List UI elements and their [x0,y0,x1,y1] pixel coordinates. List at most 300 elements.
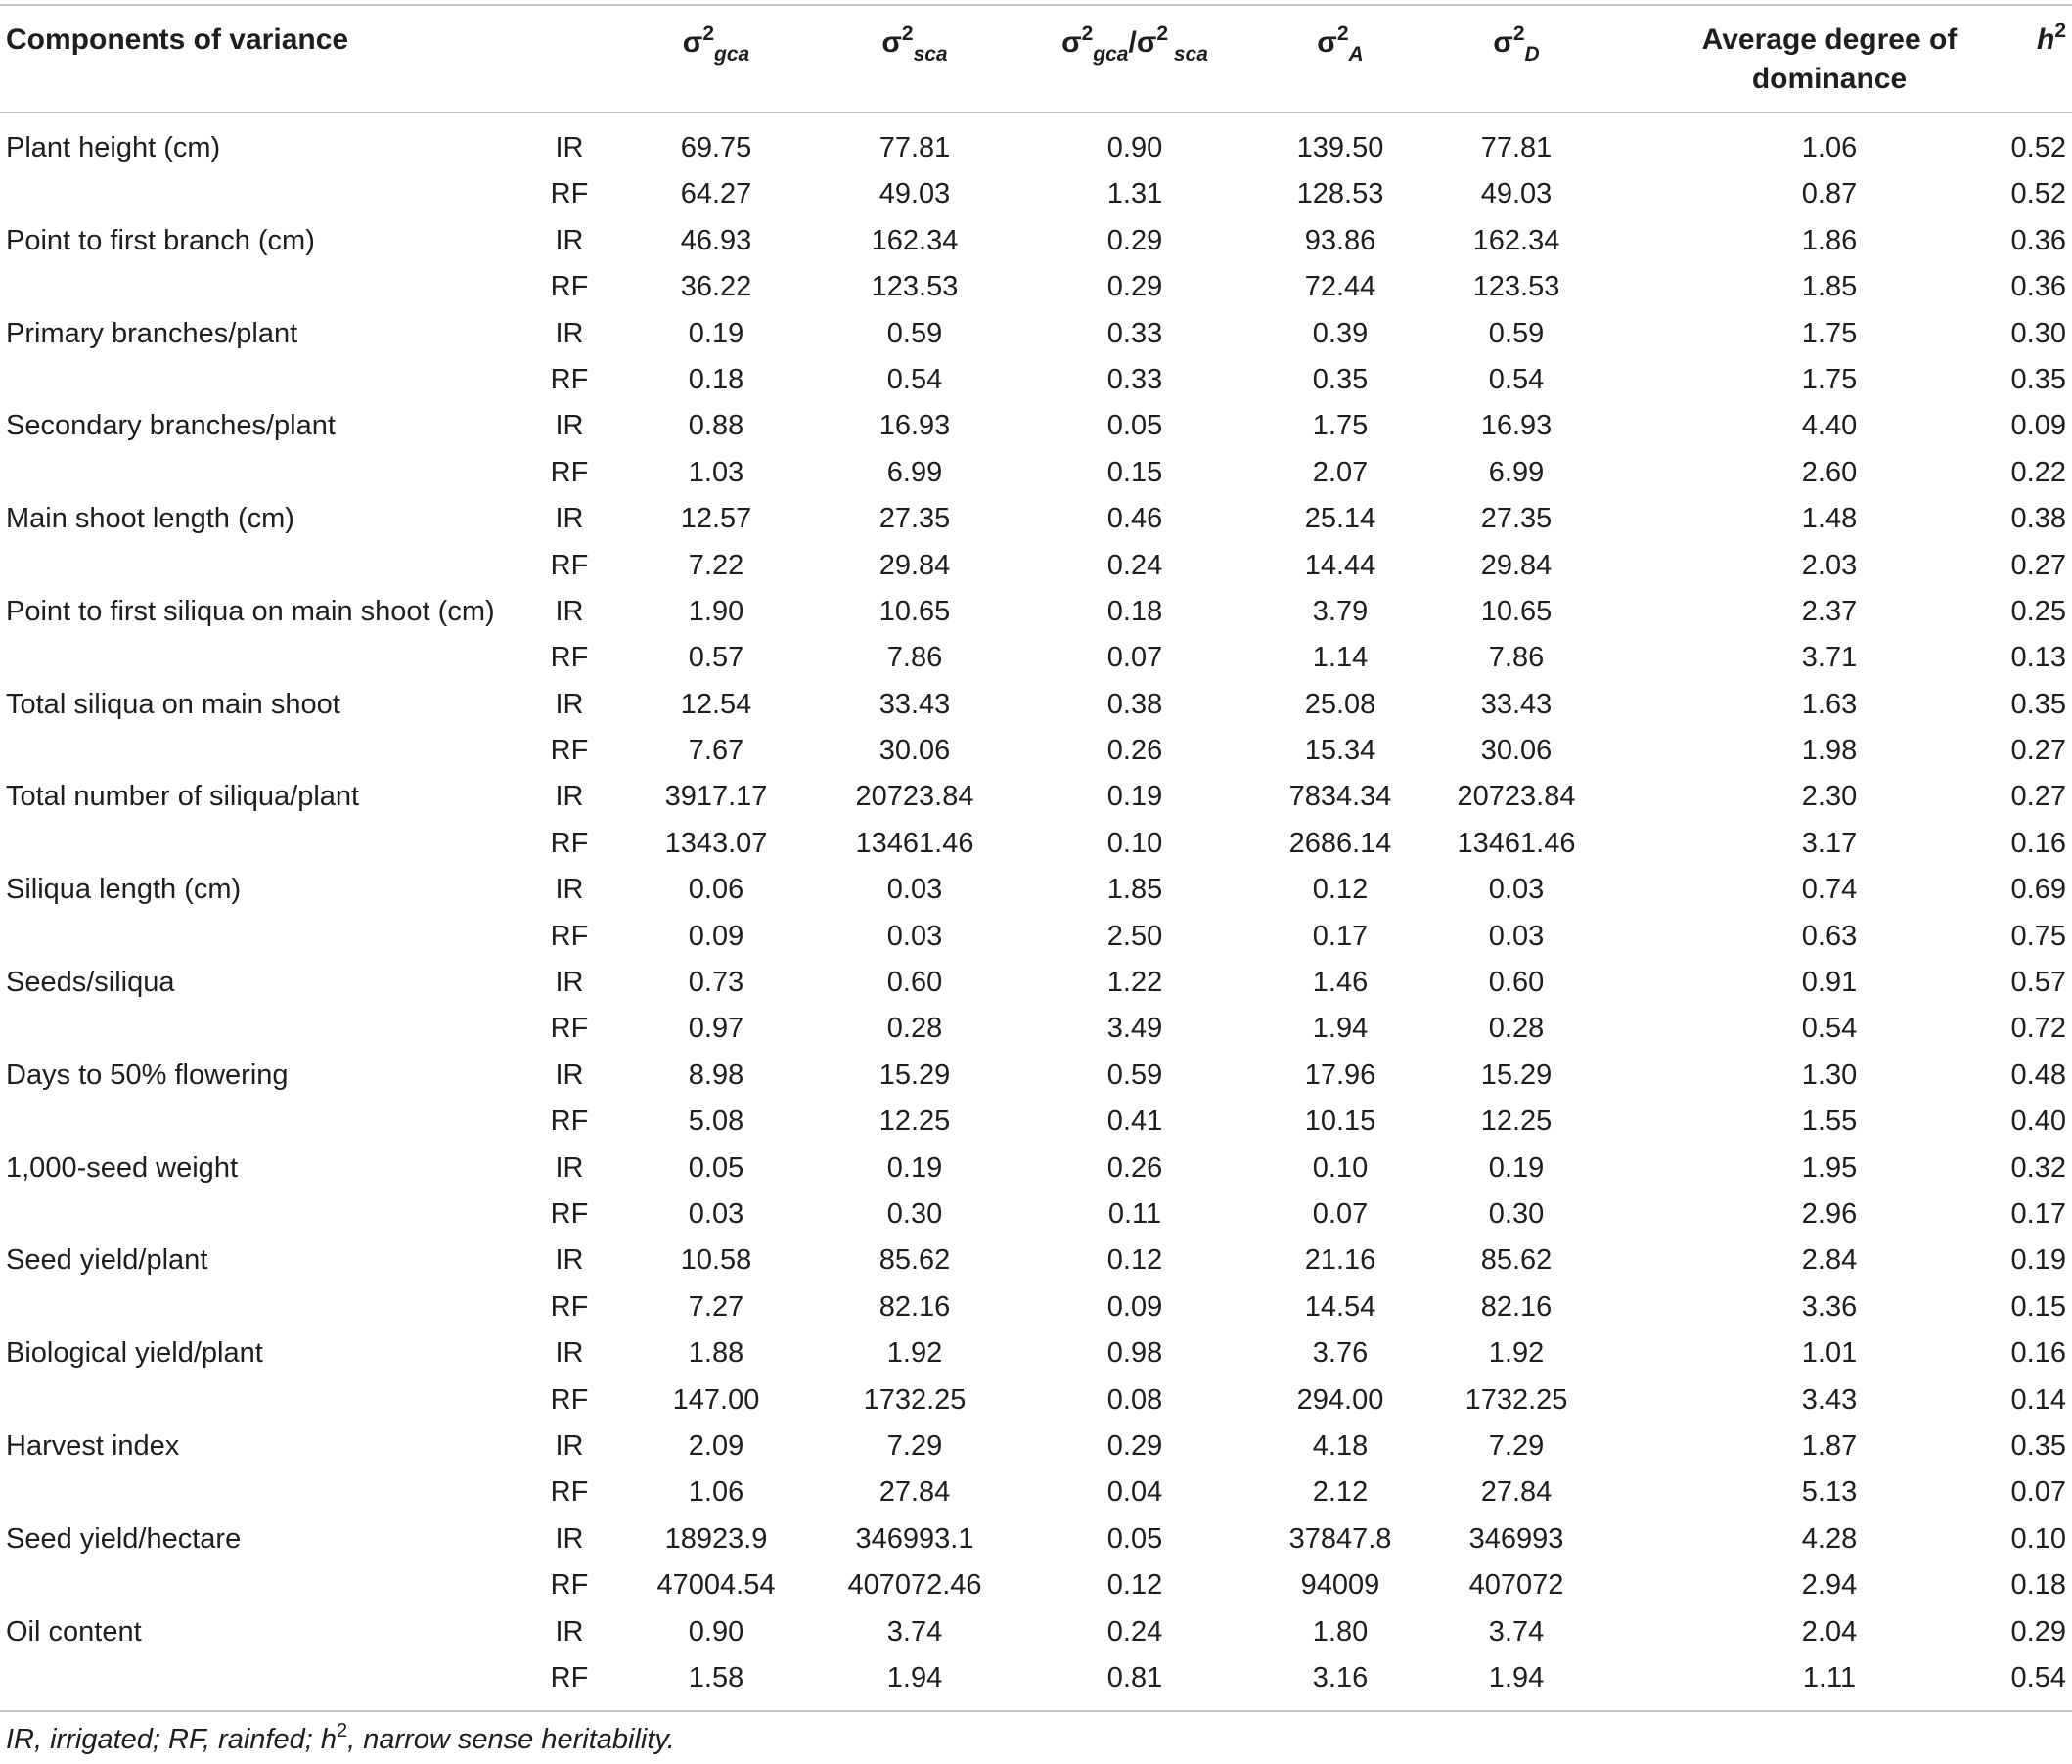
environment-cell: RF [550,1013,589,1045]
table-row [0,1424,2072,1470]
header-sigma-gca: $\sigma^2_{gca}$ [682,23,750,66]
gca-sca-ratio-cell: 0.24 [1106,549,1163,581]
gca-variance-cell: 7.27 [688,1290,744,1323]
table-row [0,1238,2072,1284]
gca-variance-cell: 1.06 [688,1476,744,1509]
additive-variance-cell: 21.16 [1304,1244,1376,1277]
gca-variance-cell: 7.67 [688,735,744,767]
sca-variance-cell: 0.19 [886,1152,943,1184]
environment-cell: RF [550,642,589,674]
sca-variance-cell: 0.03 [886,874,943,906]
additive-variance-cell: 2.12 [1312,1476,1369,1509]
sca-variance-cell: 10.65 [878,595,951,627]
heritability-cell: 0.16 [2010,827,2066,859]
dominance-degree-cell: 2.96 [1801,1198,1858,1230]
sca-variance-cell: 1.94 [886,1661,943,1694]
additive-variance-cell: 0.39 [1312,317,1369,349]
gca-sca-ratio-cell: 0.29 [1106,271,1163,303]
additive-variance-cell: 0.07 [1312,1198,1369,1230]
table-row [0,264,2072,310]
table-row [0,589,2072,635]
dominance-variance-cell: 13461.46 [1457,827,1576,859]
sca-variance-cell: 7.86 [886,642,943,674]
gca-sca-ratio-cell: 0.08 [1106,1383,1163,1416]
gca-sca-ratio-cell: 0.15 [1106,456,1163,488]
gca-sca-ratio-cell: 3.49 [1106,1013,1163,1045]
sca-variance-cell: 0.60 [886,967,943,999]
dominance-variance-cell: 0.60 [1488,967,1545,999]
gca-sca-ratio-cell: 0.12 [1106,1569,1163,1602]
gca-sca-ratio-cell: 0.05 [1106,1522,1163,1555]
gca-variance-cell: 0.19 [688,317,744,349]
table-row [0,960,2072,1006]
gca-sca-ratio-cell: 0.29 [1106,224,1163,256]
heritability-cell: 0.40 [2010,1106,2066,1138]
heritability-cell: 0.35 [2010,363,2066,395]
dominance-variance-cell: 0.30 [1488,1198,1545,1230]
table-row [0,1562,2072,1608]
additive-variance-cell: 14.44 [1304,549,1376,581]
table-row [0,171,2072,217]
sca-variance-cell: 0.03 [886,920,943,952]
heritability-cell: 0.32 [2010,1152,2066,1184]
environment-cell: IR [555,688,584,720]
table-body [0,125,2072,1701]
sca-variance-cell: 77.81 [878,132,951,163]
gca-sca-ratio-cell: 0.26 [1106,1152,1163,1184]
table-row [0,821,2072,867]
gca-variance-cell: 18923.9 [664,1522,768,1555]
dominance-variance-cell: 0.19 [1488,1152,1545,1184]
sca-variance-cell: 0.59 [886,317,943,349]
environment-cell: IR [555,1429,584,1462]
additive-variance-cell: 0.12 [1312,874,1369,906]
environment-cell: IR [555,503,584,535]
gca-sca-ratio-cell: 1.22 [1106,967,1163,999]
gca-sca-ratio-cell: 0.19 [1106,781,1163,813]
additive-variance-cell: 0.35 [1312,363,1369,395]
gca-sca-ratio-cell: 0.10 [1106,827,1163,859]
gca-variance-cell: 2.09 [688,1429,744,1462]
gca-variance-cell: 0.90 [688,1615,744,1648]
dominance-variance-cell: 123.53 [1472,271,1560,303]
dominance-degree-cell: 2.30 [1801,781,1858,813]
header-heritability: $h^2$ [2036,20,2066,56]
gca-variance-cell: 12.57 [680,503,752,535]
dominance-variance-cell: 0.03 [1488,874,1545,906]
environment-cell: RF [550,827,589,859]
trait-label: Harvest index [6,1429,180,1462]
heritability-cell: 0.35 [2010,688,2066,720]
table-row [0,1006,2072,1052]
heritability-cell: 0.17 [2010,1198,2066,1230]
gca-sca-ratio-cell: 1.85 [1106,874,1163,906]
sca-variance-cell: 27.35 [878,503,951,535]
table-row [0,1099,2072,1145]
heritability-cell: 0.29 [2010,1615,2066,1648]
dominance-degree-cell: 0.91 [1801,967,1858,999]
heritability-cell: 0.16 [2010,1337,2066,1370]
table-row [0,774,2072,820]
gca-variance-cell: 1343.07 [664,827,768,859]
environment-cell: IR [555,1059,584,1091]
heritability-cell: 0.27 [2010,735,2066,767]
heritability-cell: 0.07 [2010,1476,2066,1509]
dominance-variance-cell: 0.59 [1488,317,1545,349]
table-row [0,311,2072,357]
gca-sca-ratio-cell: 0.59 [1106,1059,1163,1091]
additive-variance-cell: 2.07 [1312,456,1369,488]
sca-variance-cell: 123.53 [871,271,959,303]
gca-sca-ratio-cell: 0.41 [1106,1106,1163,1138]
table-row [0,635,2072,681]
dominance-degree-cell: 1.30 [1801,1059,1858,1091]
dominance-variance-cell: 162.34 [1472,224,1560,256]
table-row [0,1053,2072,1099]
sca-variance-cell: 20723.84 [855,781,974,813]
top-rule [0,4,2072,6]
environment-cell: RF [550,920,589,952]
trait-label: Siliqua length (cm) [6,874,242,906]
sca-variance-cell: 33.43 [878,688,951,720]
trait-label: Biological yield/plant [6,1337,263,1370]
dominance-variance-cell: 30.06 [1480,735,1553,767]
environment-cell: IR [555,1615,584,1648]
heritability-cell: 0.36 [2010,224,2066,256]
heritability-cell: 0.72 [2010,1013,2066,1045]
table-row [0,1516,2072,1562]
dominance-variance-cell: 77.81 [1480,132,1553,163]
environment-cell: RF [550,456,589,488]
sca-variance-cell: 85.62 [878,1244,951,1277]
dominance-degree-cell: 1.85 [1801,271,1858,303]
dominance-degree-cell: 2.37 [1801,595,1858,627]
header-sigma-dominance: $\sigma^2_D$ [1493,23,1540,66]
environment-cell: IR [555,874,584,906]
gca-sca-ratio-cell: 0.11 [1107,1198,1162,1230]
sca-variance-cell: 7.29 [886,1429,943,1462]
table-row [0,1609,2072,1655]
heritability-cell: 0.54 [2010,1661,2066,1694]
dominance-variance-cell: 1.92 [1488,1337,1545,1370]
environment-cell: IR [555,1244,584,1277]
gca-sca-ratio-cell: 0.29 [1106,1429,1163,1462]
table-row [0,125,2072,171]
dominance-degree-cell: 0.74 [1801,874,1858,906]
heritability-cell: 0.14 [2010,1383,2066,1416]
header-average-degree-of-dominance: Average degree of dominance [1701,23,1958,95]
gca-variance-cell: 0.05 [688,1152,744,1184]
additive-variance-cell: 1.75 [1312,410,1369,442]
heritability-cell: 0.38 [2010,503,2066,535]
table-row [0,1655,2072,1701]
environment-cell: IR [555,224,584,256]
gca-variance-cell: 3917.17 [664,781,768,813]
dominance-variance-cell: 10.65 [1480,595,1553,627]
heritability-cell: 0.48 [2010,1059,2066,1091]
environment-cell: IR [555,595,584,627]
trait-label: Primary branches/plant [6,317,298,349]
dominance-variance-cell: 6.99 [1488,456,1545,488]
trait-label: Secondary branches/plant [6,410,336,442]
environment-cell: RF [550,1198,589,1230]
footnote: IR, irrigated; RF, rainfed; $h^2$, narrow sense heritability. [6,1720,675,1755]
dominance-degree-cell: 1.86 [1801,224,1858,256]
table-row [0,682,2072,728]
gca-variance-cell: 0.03 [688,1198,744,1230]
heritability-cell: 0.27 [2010,549,2066,581]
heritability-cell: 0.15 [2010,1290,2066,1323]
table-row [0,1285,2072,1331]
dominance-degree-cell: 1.87 [1801,1429,1858,1462]
additive-variance-cell: 3.79 [1312,595,1369,627]
dominance-degree-cell: 0.87 [1801,178,1858,210]
environment-cell: RF [550,1383,589,1416]
environment-cell: RF [550,271,589,303]
heritability-cell: 0.22 [2010,456,2066,488]
trait-label: Days to 50% flowering [6,1059,289,1091]
gca-sca-ratio-cell: 0.24 [1106,1615,1163,1648]
additive-variance-cell: 10.15 [1304,1106,1376,1138]
additive-variance-cell: 3.76 [1312,1337,1369,1370]
environment-cell: IR [555,967,584,999]
dominance-degree-cell: 0.63 [1801,920,1858,952]
heritability-cell: 0.75 [2010,920,2066,952]
dominance-degree-cell: 4.40 [1801,410,1858,442]
dominance-variance-cell: 12.25 [1480,1106,1553,1138]
environment-cell: IR [555,1522,584,1555]
dominance-variance-cell: 7.29 [1488,1429,1545,1462]
dominance-variance-cell: 49.03 [1480,178,1553,210]
sca-variance-cell: 1.92 [886,1337,943,1370]
dominance-degree-cell: 1.75 [1801,317,1858,349]
gca-variance-cell: 8.98 [688,1059,744,1091]
dominance-variance-cell: 82.16 [1480,1290,1553,1323]
dominance-variance-cell: 7.86 [1488,642,1545,674]
dominance-degree-cell: 0.54 [1801,1013,1858,1045]
gca-sca-ratio-cell: 0.18 [1106,595,1163,627]
header-rule [0,112,2072,113]
sca-variance-cell: 15.29 [878,1059,951,1091]
gca-variance-cell: 1.03 [688,456,744,488]
gca-variance-cell: 5.08 [688,1106,744,1138]
trait-label: Total number of siliqua/plant [6,781,360,813]
gca-variance-cell: 147.00 [672,1383,760,1416]
table-row [0,1470,2072,1515]
dominance-variance-cell: 1732.25 [1464,1383,1568,1416]
dominance-degree-cell: 4.28 [1801,1522,1858,1555]
gca-sca-ratio-cell: 0.09 [1106,1290,1163,1323]
dominance-degree-cell: 1.48 [1801,503,1858,535]
additive-variance-cell: 128.53 [1296,178,1384,210]
dominance-degree-cell: 1.98 [1801,735,1858,767]
gca-variance-cell: 1.90 [688,595,744,627]
sca-variance-cell: 49.03 [878,178,951,210]
gca-variance-cell: 47004.54 [656,1569,776,1602]
table-row [0,867,2072,913]
gca-variance-cell: 69.75 [680,132,752,163]
dominance-variance-cell: 29.84 [1480,549,1553,581]
additive-variance-cell: 0.10 [1312,1152,1369,1184]
trait-label: Plant height (cm) [6,132,221,163]
gca-variance-cell: 0.73 [688,967,744,999]
bottom-rule [0,1710,2072,1712]
additive-variance-cell: 94009 [1300,1569,1380,1602]
heritability-cell: 0.25 [2010,595,2066,627]
sca-variance-cell: 1732.25 [863,1383,967,1416]
table-row [0,728,2072,774]
dominance-variance-cell: 0.28 [1488,1013,1545,1045]
table-row [0,543,2072,589]
gca-sca-ratio-cell: 2.50 [1106,920,1163,952]
table-row [0,914,2072,960]
additive-variance-cell: 1.46 [1312,967,1369,999]
environment-cell: RF [550,1106,589,1138]
environment-cell: IR [555,132,584,163]
dominance-variance-cell: 27.84 [1480,1476,1553,1509]
heritability-cell: 0.35 [2010,1429,2066,1462]
additive-variance-cell: 7834.34 [1288,781,1392,813]
dominance-degree-cell: 2.84 [1801,1244,1858,1277]
sca-variance-cell: 30.06 [878,735,951,767]
header-components-of-variance: Components of variance [6,23,349,56]
gca-sca-ratio-cell: 0.04 [1106,1476,1163,1509]
heritability-cell: 0.52 [2010,178,2066,210]
sca-variance-cell: 12.25 [878,1106,951,1138]
trait-label: Oil content [6,1615,142,1648]
gca-variance-cell: 46.93 [680,224,752,256]
additive-variance-cell: 17.96 [1304,1059,1376,1091]
gca-sca-ratio-cell: 0.26 [1106,735,1163,767]
gca-sca-ratio-cell: 0.38 [1106,688,1163,720]
heritability-cell: 0.13 [2010,642,2066,674]
dominance-degree-cell: 1.01 [1801,1337,1858,1370]
dominance-variance-cell: 15.29 [1480,1059,1553,1091]
dominance-degree-cell: 1.75 [1801,363,1858,395]
gca-variance-cell: 10.58 [680,1244,752,1277]
sca-variance-cell: 27.84 [878,1476,951,1509]
heritability-cell: 0.09 [2010,410,2066,442]
dominance-variance-cell: 16.93 [1480,410,1553,442]
environment-cell: RF [550,1569,589,1602]
dominance-variance-cell: 0.03 [1488,920,1545,952]
environment-cell: RF [550,1661,589,1694]
sca-variance-cell: 407072.46 [847,1569,982,1602]
table-row [0,450,2072,496]
environment-cell: RF [550,363,589,395]
additive-variance-cell: 25.14 [1304,503,1376,535]
dominance-variance-cell: 0.54 [1488,363,1545,395]
sca-variance-cell: 16.93 [878,410,951,442]
additive-variance-cell: 15.34 [1304,735,1376,767]
additive-variance-cell: 93.86 [1304,224,1376,256]
trait-label: Seed yield/hectare [6,1522,242,1555]
sca-variance-cell: 13461.46 [855,827,974,859]
sca-variance-cell: 3.74 [886,1615,943,1648]
dominance-degree-cell: 3.36 [1801,1290,1858,1323]
dominance-variance-cell: 346993 [1468,1522,1564,1555]
sca-variance-cell: 346993.1 [855,1522,974,1555]
additive-variance-cell: 2686.14 [1288,827,1392,859]
table-row [0,218,2072,264]
trait-label: Point to first branch (cm) [6,224,315,256]
additive-variance-cell: 1.80 [1312,1615,1369,1648]
gca-variance-cell: 1.88 [688,1337,744,1370]
heritability-cell: 0.36 [2010,271,2066,303]
gca-sca-ratio-cell: 0.46 [1106,503,1163,535]
additive-variance-cell: 4.18 [1312,1429,1369,1462]
gca-variance-cell: 7.22 [688,549,744,581]
dominance-variance-cell: 1.94 [1488,1661,1545,1694]
table-row [0,1146,2072,1192]
gca-variance-cell: 0.57 [688,642,744,674]
additive-variance-cell: 3.16 [1312,1661,1369,1694]
gca-sca-ratio-cell: 0.98 [1106,1337,1163,1370]
dominance-degree-cell: 5.13 [1801,1476,1858,1509]
gca-variance-cell: 12.54 [680,688,752,720]
gca-sca-ratio-cell: 0.12 [1106,1244,1163,1277]
dominance-degree-cell: 1.11 [1802,1661,1857,1694]
environment-cell: IR [555,410,584,442]
heritability-cell: 0.52 [2010,132,2066,163]
table-row [0,1378,2072,1424]
dominance-degree-cell: 3.43 [1801,1383,1858,1416]
environment-cell: IR [555,1337,584,1370]
gca-variance-cell: 36.22 [680,271,752,303]
dominance-variance-cell: 407072 [1468,1569,1564,1602]
sca-variance-cell: 0.54 [886,363,943,395]
header-gca-sca-ratio: $\sigma^2_{gca}/\sigma^2$ $_{sca}$ [1061,23,1208,66]
dominance-degree-cell: 3.17 [1801,827,1858,859]
trait-label: Point to first siliqua on main shoot (cm) [6,595,495,627]
environment-cell: RF [550,1476,589,1509]
dominance-variance-cell: 85.62 [1480,1244,1553,1277]
gca-variance-cell: 0.09 [688,920,744,952]
environment-cell: IR [555,1152,584,1184]
dominance-degree-cell: 1.55 [1801,1106,1858,1138]
gca-sca-ratio-cell: 0.81 [1106,1661,1163,1694]
table-row [0,1331,2072,1377]
heritability-cell: 0.19 [2010,1244,2066,1277]
additive-variance-cell: 25.08 [1304,688,1376,720]
gca-sca-ratio-cell: 0.90 [1106,132,1163,163]
additive-variance-cell: 14.54 [1304,1290,1376,1323]
dominance-variance-cell: 20723.84 [1457,781,1576,813]
environment-cell: RF [550,549,589,581]
trait-label: Seeds/siliqua [6,967,175,999]
gca-variance-cell: 0.97 [688,1013,744,1045]
dominance-variance-cell: 3.74 [1488,1615,1545,1648]
gca-sca-ratio-cell: 0.05 [1106,410,1163,442]
additive-variance-cell: 37847.8 [1288,1522,1392,1555]
dominance-variance-cell: 33.43 [1480,688,1553,720]
dominance-degree-cell: 2.60 [1801,456,1858,488]
dominance-degree-cell: 1.06 [1801,132,1858,163]
dominance-degree-cell: 2.04 [1801,1615,1858,1648]
table-row [0,496,2072,542]
trait-label: Total siliqua on main shoot [6,688,340,720]
dominance-degree-cell: 3.71 [1801,642,1858,674]
additive-variance-cell: 1.14 [1312,642,1369,674]
environment-cell: IR [555,317,584,349]
environment-cell: RF [550,1290,589,1323]
gca-variance-cell: 0.88 [688,410,744,442]
heritability-cell: 0.30 [2010,317,2066,349]
gca-sca-ratio-cell: 0.33 [1106,317,1163,349]
additive-variance-cell: 139.50 [1296,132,1384,163]
additive-variance-cell: 0.17 [1312,920,1369,952]
gca-variance-cell: 0.06 [688,874,744,906]
